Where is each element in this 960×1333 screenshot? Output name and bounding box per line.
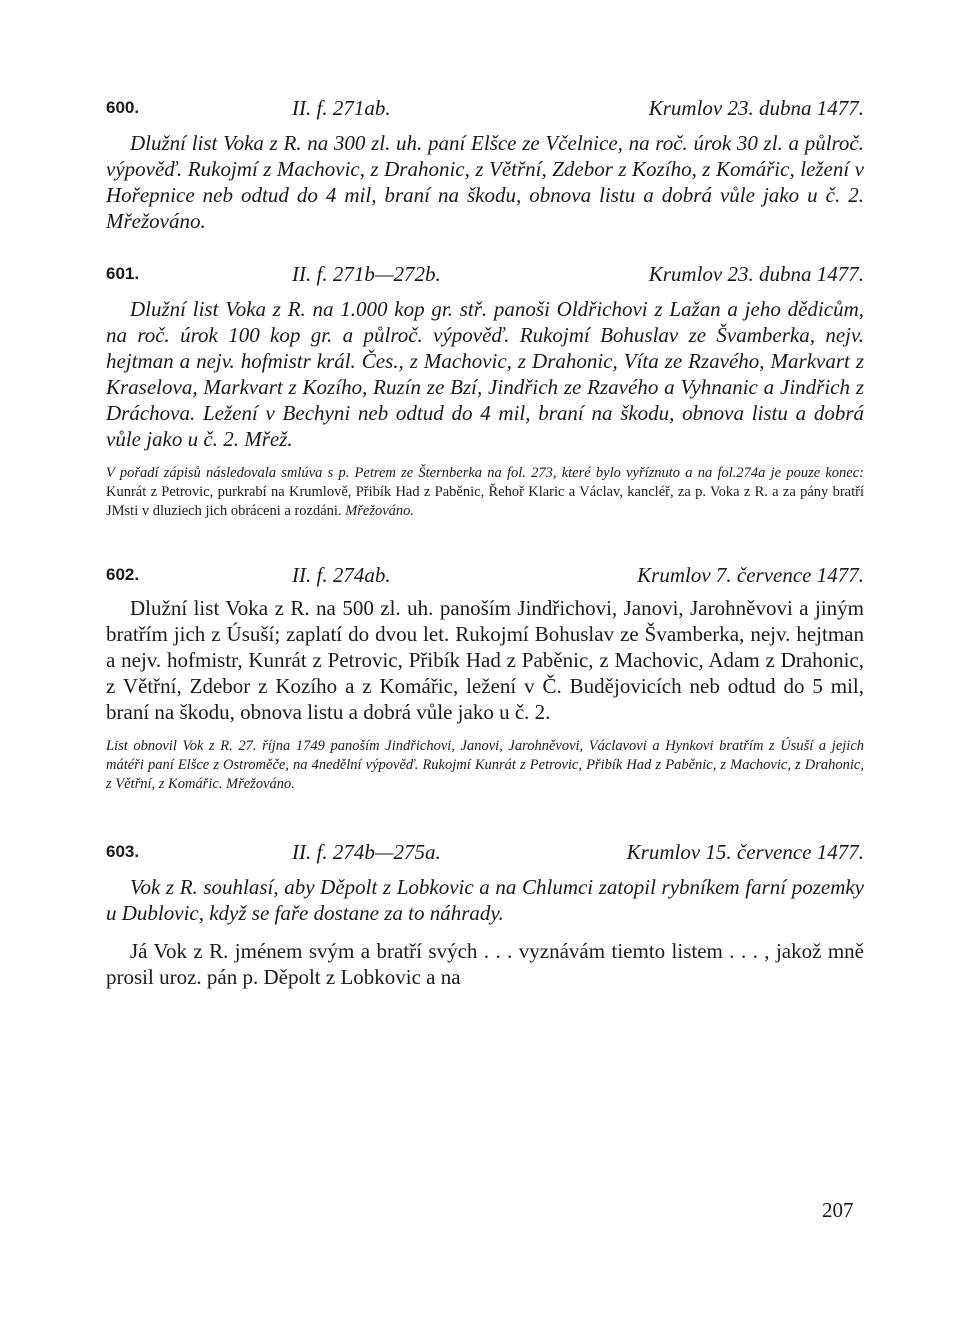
entry-603 [106,840,864,990]
entry-folio: II. f. 274ab. [292,563,391,587]
entry-number: 603. [106,842,140,861]
entry-regest: Vok z R. souhlasí, aby Děpolt z Lobkovic a na Chlumci zatopil rybníkem farní pozemky u Dublovic, když se faře dostane za to náhrady. [106,875,864,925]
note-italic: List obnovil Vok z R. 27. října 1749 panoším Jindřichovi, Janovi, Jarohněvovi, Václavovi a Hynkovi bratřím z Úsuší a jejich mátéři paní Elšce z Ostroměče, na 4nedělní výpověď. Rukojmí Kunrát z Petrovic, Přibík Had z Paběnic, z Machovic, z Drahonic, z Větřní, z Komářic. Mřežováno. [106,738,864,792]
entry-header [106,96,864,124]
entry-header [106,262,864,290]
page-content [106,96,864,990]
entry-regest: Dlužní list Voka z R. na 300 zl. uh. paní Elšce ze Včelnice, na roč. úrok 30 zl. a půlroč. výpověď. Rukojmí z Machovic, z Drahonic, z Větřní, Zdebor z Kozího, z Komářic, ležení v Hořepnice neb odtud do 4 mil, braní na škodu, obnova listu a dobrá vůle jako u č. 2. Mřežováno. [106,131,864,233]
entry-place-date: Krumlov 7. července 1477. [637,563,864,587]
entry-body: Já Vok z R. jménem svým a bratří svých . . . vyznávám tiemto listem . . . , jakož mně prosil uroz. pán p. Děpolt z Lobkovic a na [106,939,864,989]
entry-header [106,840,864,868]
entry-number: 600. [106,98,140,117]
page-number: 207 [822,1198,854,1222]
entry-600 [106,96,864,234]
note-plain: Kunrát z Petrovic, purkrabí na Krumlově, Přibík Had z Paběnic, Řehoř Klaric a Václav, kancléř, za p. Voka z R. a za pány bratří JMsti v dluziech jich obráceni a rozdáni. [106,484,864,519]
note-italic: V pořadí zápisů následovala smlúva s p. Petrem ze Šternberka na fol. 273, které bylo vyříznuto a na fol.274a je pouze konec: [106,465,864,481]
entry-folio: II. f. 274b—275a. [292,840,441,864]
entry-note [106,464,864,521]
entry-header [106,563,864,591]
entry-place-date: Krumlov 23. dubna 1477. [648,262,864,286]
entry-601 [106,262,864,521]
entry-place-date: Krumlov 23. dubna 1477. [648,96,864,120]
entry-regest: Dlužní list Voka z R. na 1.000 kop gr. stř. panoši Oldřichovi z Lažan a jeho dědicům, na roč. úrok 100 kop gr. a půlroč. výpověď. Rukojmí Bohuslav ze Švamberka, nejv. hejtman a nejv. hofmistr král. Čes., z Machovic, z Drahonic, Víta ze Rzavého, Markvart z Kraselova, Markvart z Kozího, Ruzín ze Bzí, Jindřich ze Rzavého a Vyhnanic a Jindřich z Dráchova. Ležení v Bechyni neb odtud do 4 mil, braní na škodu, obnova listu a dobrá vůle jako u č. 2. Mřež. [106,297,864,451]
entry-folio: II. f. 271ab. [292,96,391,120]
entry-folio: II. f. 271b—272b. [292,262,441,286]
entry-602 [106,563,864,794]
entry-number: 601. [106,264,140,283]
entry-number: 602. [106,565,140,584]
entry-note [106,737,864,794]
entry-body: Dlužní list Voka z R. na 500 zl. uh. panoším Jindřichovi, Janovi, Jarohněvovi a jiným bratřím jich z Úsuší; zaplatí do dvou let. Rukojmí Bohuslav ze Švamberka, nejv. hejtman a nejv. hofmistr, Kunrát z Petrovic, Přibík Had z Paběnic, z Machovic, Adam z Drahonic, z Větřní, Zdebor z Kozího a z Komářic, ležení v Č. Budějovicích neb odtud do 5 mil, braní na škodu, obnova listu a dobrá vůle jako u č. 2. [106,596,864,724]
entry-place-date: Krumlov 15. července 1477. [626,840,864,864]
note-tail: Mřežováno. [345,503,415,519]
